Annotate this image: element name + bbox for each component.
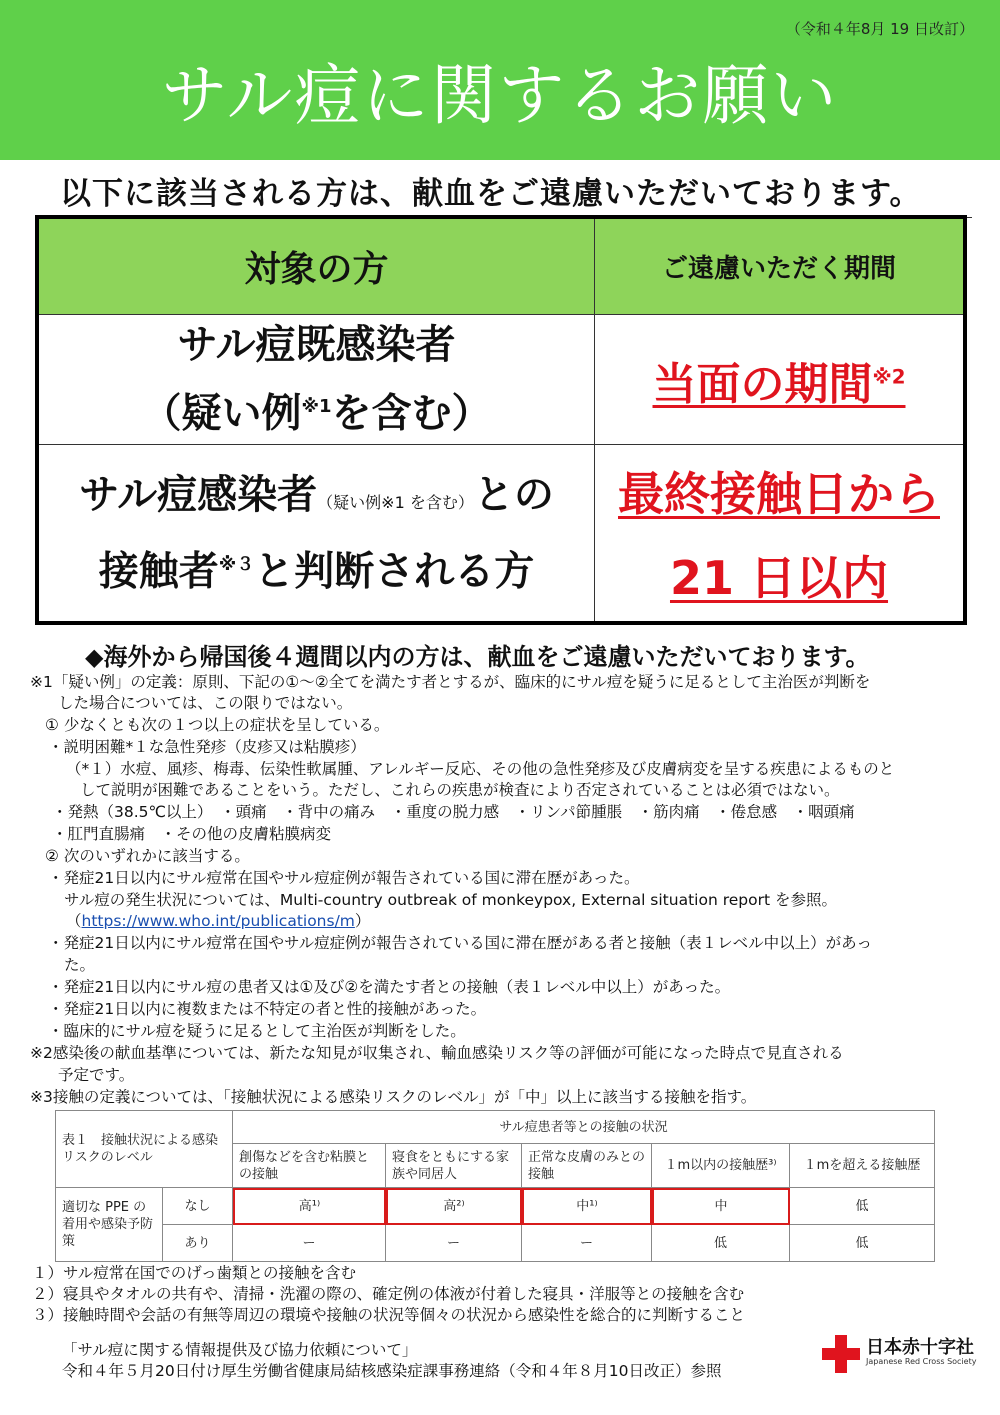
reference-line2: 令和４年５月20日付け厚生労働省健康局結核感染症課事務連絡（令和４年８月10日改正）参照 (62, 1362, 722, 1380)
row2-period-line1: 最終接触日から (618, 467, 940, 521)
cell-with-household: ー (386, 1225, 522, 1262)
who-link[interactable]: https://www.who.int/publications/m (81, 912, 355, 930)
cell-with-skin: ー (522, 1225, 652, 1262)
col-household: 寝食をともにする家族や同居人 (386, 1144, 522, 1188)
criterion2-h: ・臨床的にサル痘を疑うに足るとして主治医が判断をした。 (48, 1022, 466, 1040)
reference-line1: 「サル痘に関する情報提供及び協力依頼について」 (62, 1341, 418, 1359)
page-title: サル痘に関するお願い (161, 57, 839, 134)
logo-subtitle: Japanese Red Cross Society (866, 1357, 977, 1366)
col-skin: 正常な皮膚のみとの接触 (522, 1144, 652, 1188)
criterion1-c: して説明が困難であることをいう。ただし、これらの疾患が検査により否定されていることは必須ではない。 (80, 781, 840, 799)
row1-target-cell (39, 315, 594, 444)
cell-none-beyond-1m: 低 (790, 1188, 935, 1225)
row2-period-cell (595, 445, 963, 621)
header-banner (0, 0, 1000, 160)
who-link-line: （https://www.who.int/publications/m） (66, 912, 371, 930)
table-footnotes (32, 1263, 745, 1326)
row-group-ppe: 適切な PPE の着用や感染予防策 (56, 1188, 163, 1262)
note2-line2: 予定です。 (58, 1066, 135, 1084)
criterion2-a: ・発症21日以内にサル痘常在国やサル痘症例が報告されている国に滞在歴があった。 (48, 869, 640, 887)
note2-line1: ※2感染後の献血基準については、新たな知見が収集され、輸血感染リスク等の評価が可能になった時点で見直される (30, 1044, 844, 1062)
head-target: 対象の方 (244, 249, 389, 290)
head-period-cell (595, 219, 963, 314)
row2-target-cell (39, 445, 594, 621)
criterion2-f: ・発症21日以内にサル痘の患者又は①及び②を満たす者との接触（表１レベル中以上）があった。 (48, 978, 731, 996)
red-cross-icon (822, 1335, 860, 1373)
logo-name: 日本赤十字社 (866, 1337, 974, 1358)
row2-target-line1: サル痘感染者（疑い例※1 を含む）との (79, 471, 554, 518)
note1-line1: ※1「疑い例」の定義：原則、下記の①～②全てを満たす者とするが、臨床的にサル痘を疑うに足るとして主治医が判断を (30, 673, 871, 691)
deferral-table (35, 215, 967, 625)
criterion2-e: た。 (64, 956, 96, 974)
cell-with-within-1m: 低 (652, 1225, 790, 1262)
criterion1: ① 少なくとも次の１つ以上の症状を呈している。 (45, 716, 390, 734)
lead-text: 以下に該当される方は、献血をご遠慮いただいております。 (60, 168, 972, 218)
criterion2-d: ・発症21日以内にサル痘常在国やサル痘症例が報告されている国に滞在歴がある者と接触（表１レベル中以上）があっ (48, 934, 873, 952)
criterion2-g: ・発症21日以内に複数または不特定の者と性的接触があった。 (48, 1000, 487, 1018)
head-period: ご遠慮いただく期間 (661, 254, 896, 284)
overseas-notice: ◆海外から帰国後４週間以内の方は、献血をご遠慮いただいております。 (85, 643, 870, 671)
row-none-label: なし (163, 1188, 233, 1225)
footnote-1: １）サル痘常在国でのげっ歯類との接触を含む (32, 1264, 356, 1282)
risk-table (55, 1110, 935, 1262)
cell-with-mucosa: ー (233, 1225, 386, 1262)
note1-line2: した場合については、この限りではない。 (58, 694, 353, 712)
footnote-2: ２）寝具やタオルの共有や、清掃・洗濯の際の、確定例の体液が付着した寝具・洋服等との接触を含む (32, 1285, 745, 1303)
row1-target-line1: サル痘既感染者 (177, 322, 456, 369)
red-cross-logo (822, 1333, 982, 1373)
row1-period: 当面の期間$^{※2}$ (652, 358, 906, 410)
cell-none-skin: 中¹⁾ (522, 1188, 652, 1225)
criterion1-b: （*１）水痘、風疹、梅毒、伝染性軟属腫、アレルギー反応、その他の急性発疹及び皮膚病変を呈する疾患によるものと (66, 760, 895, 778)
row1-target-line2: （疑い例$^{※1}$を含む） (141, 390, 492, 437)
risk-table-caption: 表１ 接触状況による感染リスクのレベル (56, 1111, 233, 1188)
cell-none-mucosa: 高¹⁾ (233, 1188, 386, 1225)
row2-period-line2: 21 日以内 (669, 551, 889, 605)
row-with-label: あり (163, 1225, 233, 1262)
criterion1-e: ・肛門直腸痛 ・その他の皮膚粘膜病変 (52, 825, 332, 843)
reference (62, 1340, 721, 1382)
note3: ※3接触の定義については、「接触状況による感染リスクのレベル」が「中」以上に該当する接触を指す。 (30, 1088, 757, 1106)
revision-date: （令和４年8月 19 日改訂） (785, 20, 974, 38)
criterion2-b: サル痘の発生状況については、Multi-country outbreak of monkeypox, External situation report を参照。 (64, 891, 837, 909)
row1-period-cell (595, 315, 963, 444)
risk-group-header: サル痘患者等との接触の状況 (233, 1111, 935, 1144)
cell-none-household: 高²⁾ (386, 1188, 522, 1225)
criterion1-d: ・発熱（38.5℃以上） ・頭痛 ・背中の痛み ・重度の脱力感 ・リンパ節腫脹 ・筋肉痛 ・倦怠感 ・咽頭痛 (52, 803, 855, 821)
cell-with-beyond-1m: 低 (790, 1225, 935, 1262)
row2-target-line2: 接触者$^{※3}$と判断される方 (98, 548, 535, 595)
col-within-1m: １m以内の接触歴³⁾ (652, 1144, 790, 1188)
col-beyond-1m: １mを超える接触歴 (790, 1144, 935, 1188)
col-mucosa: 創傷などを含む粘膜との接触 (233, 1144, 386, 1188)
cell-none-within-1m: 中 (652, 1188, 790, 1225)
footnote-3: ３）接触時間や会話の有無等周辺の環境や接触の状況等個々の状況から感染性を総合的に判断すること (32, 1306, 746, 1324)
criterion2: ② 次のいずれかに該当する。 (45, 847, 250, 865)
criterion1-a: ・説明困難*１な急性発疹（皮疹又は粘膜疹） (48, 738, 366, 756)
head-target-cell (39, 219, 594, 314)
